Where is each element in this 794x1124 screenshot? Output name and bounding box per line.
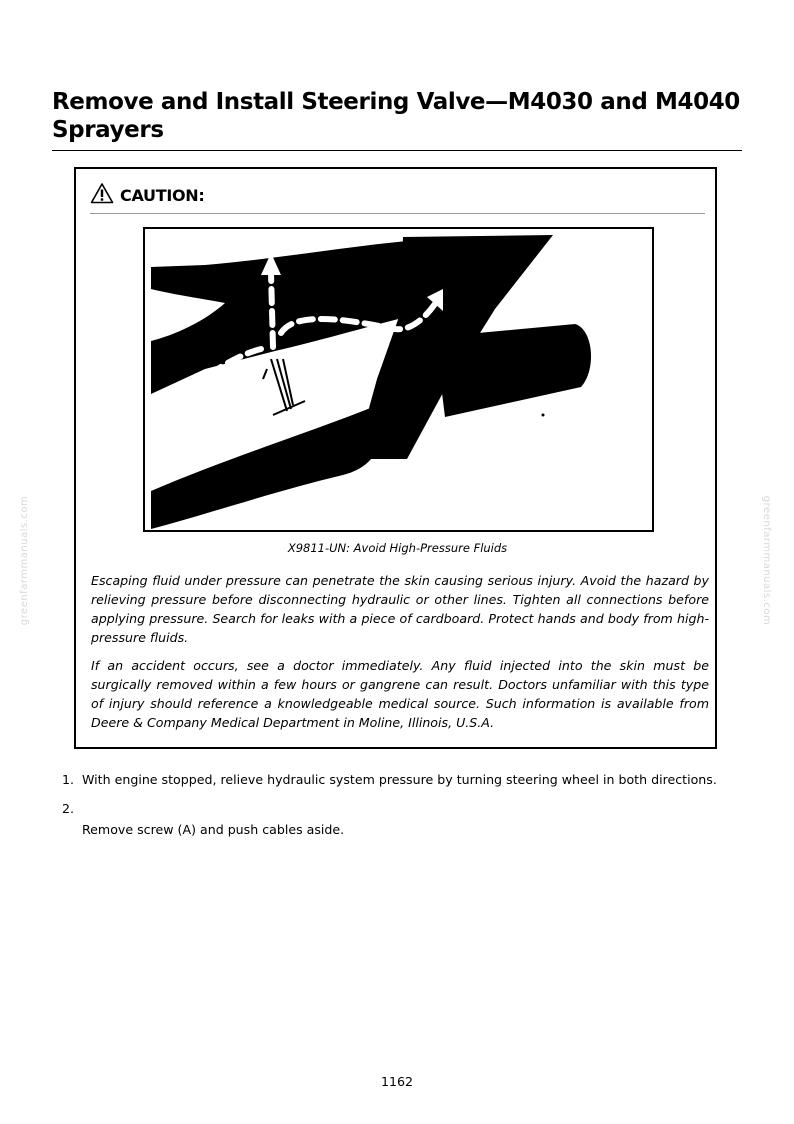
warning-triangle-icon	[90, 182, 114, 208]
caution-paragraph: If an accident occurs, see a doctor immediately. Any fluid injected into the skin must be surgically removed within a few hours or gangrene can result. Doctors unfamiliar with this type of injury should reference a knowledgeable medical source. Such information is available from Deere & Company Medical Department in Moline, Illinois, U.S.A.	[91, 658, 709, 730]
step-text: Remove screw (A) and push cables aside.	[82, 822, 345, 837]
caution-header	[90, 183, 204, 207]
procedure-steps	[62, 770, 752, 839]
step-number: 2.	[62, 801, 75, 816]
watermark-left: greenfarmmanuals.com	[19, 495, 31, 626]
watermark-right: greenfarmmanuals.com	[761, 495, 773, 626]
step-item	[62, 770, 752, 789]
title-divider	[52, 150, 742, 151]
caution-label: CAUTION:	[120, 185, 205, 205]
page-title: Remove and Install Steering Valve—M4030 and M4040 Sprayers	[52, 89, 740, 143]
step-number: 1.	[62, 772, 75, 787]
step-text: With engine stopped, relieve hydraulic system pressure by turning steering wheel in both directions.	[82, 772, 717, 787]
caution-divider	[90, 213, 705, 214]
step-item	[62, 799, 752, 839]
page-number: 1162	[380, 1074, 414, 1089]
caution-box	[74, 167, 717, 749]
high-pressure-fluid-illustration	[143, 227, 654, 532]
figure-caption: X9811-UN: Avoid High-Pressure Fluids	[287, 541, 508, 555]
caution-paragraph: Escaping fluid under pressure can penetrate the skin causing serious injury. Avoid the hazard by relieving pressure before disconnecting hydraulic or other lines. Tighten all connections before applying pressure. Search for leaks with a piece of cardboard. Protect hands and body from high-pressure fluids.	[91, 573, 709, 645]
